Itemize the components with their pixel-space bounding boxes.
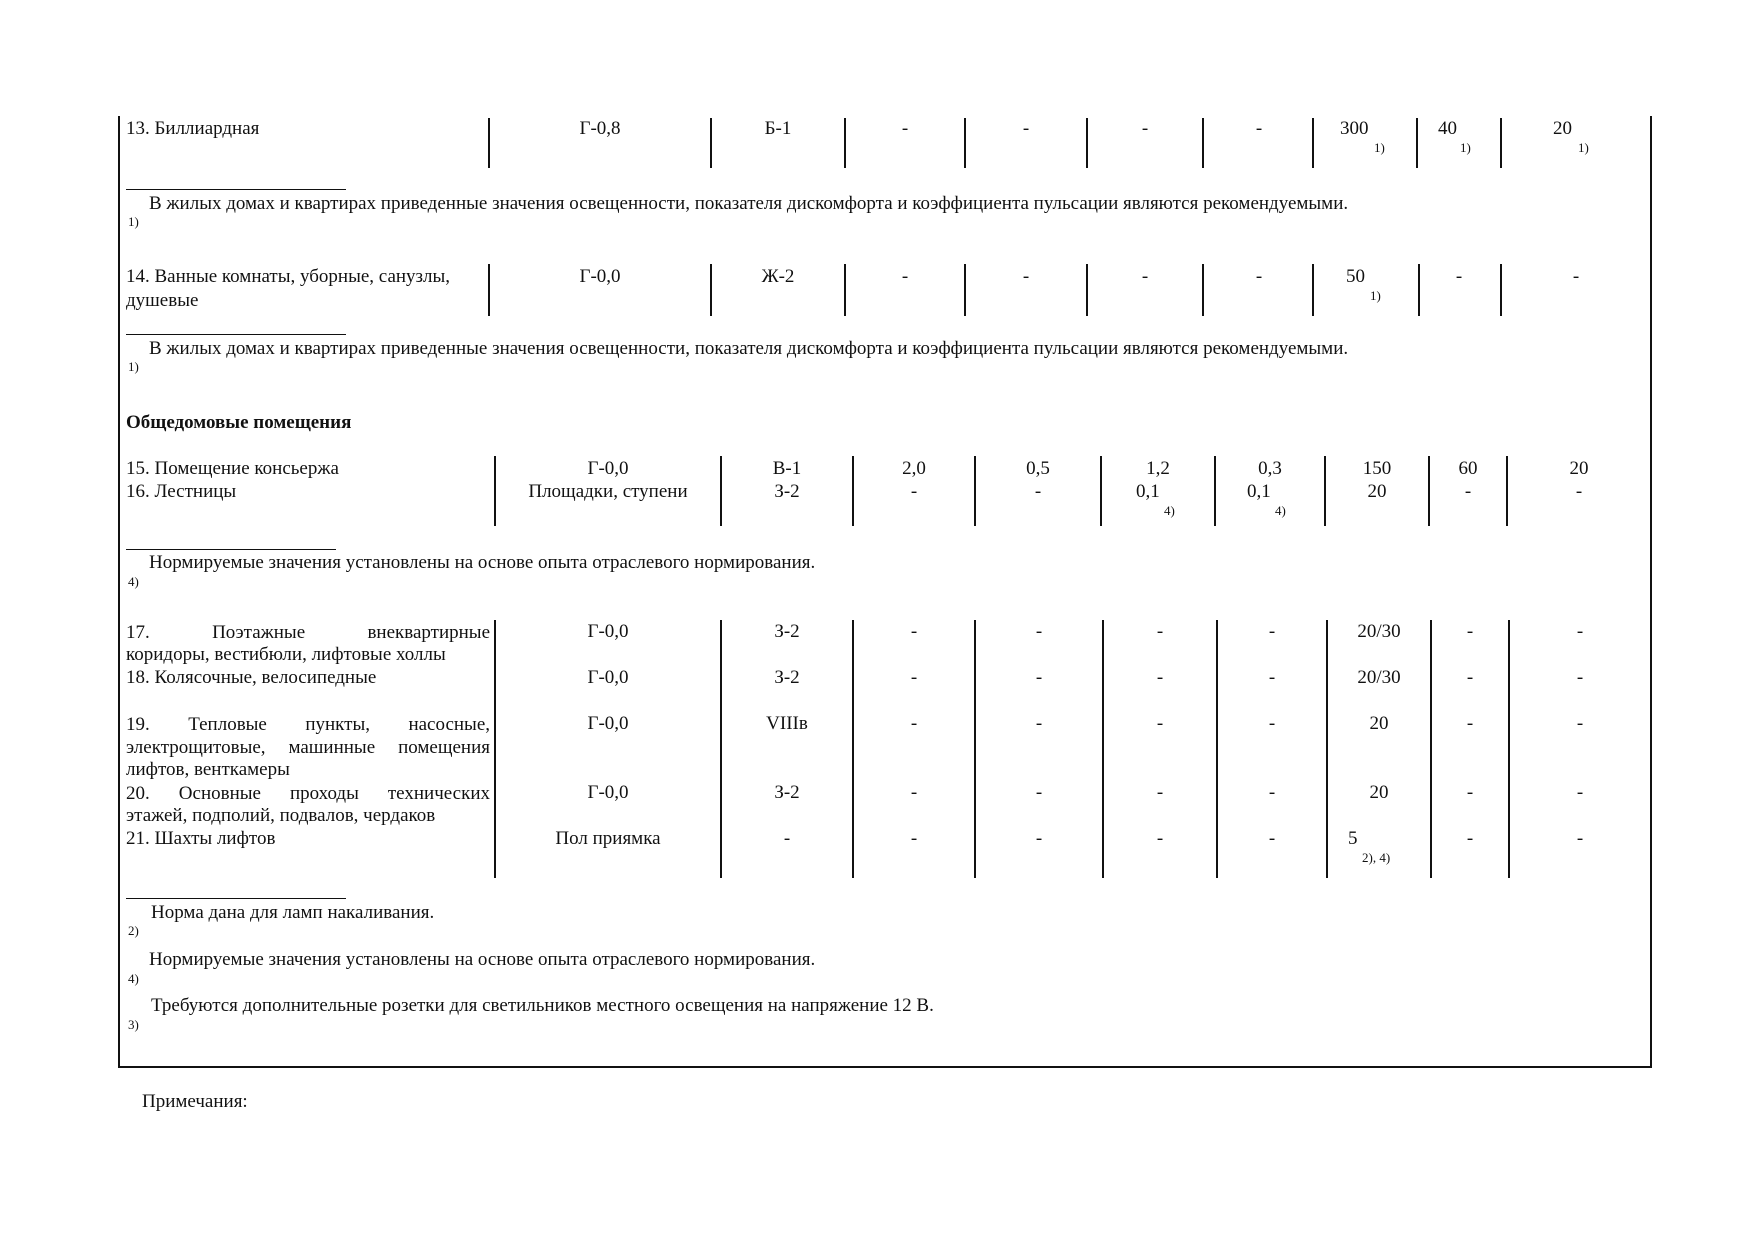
row-14-category: Ж-2 xyxy=(761,266,795,287)
footnote-2-marker: 2) xyxy=(128,923,139,938)
row-14-divider xyxy=(844,264,846,316)
row-13-divider xyxy=(488,118,490,168)
footnote-4-text: Нормируемые значения установлены на основе опыта отраслевого нормирования. xyxy=(149,552,816,573)
row-17-name-line1 xyxy=(126,621,490,644)
row-18-illuminance: 20/30 xyxy=(1357,667,1401,688)
row-18-group: Г-0,0 xyxy=(587,667,629,688)
row-14-col9: - xyxy=(1455,266,1463,287)
row-13-col10: 20 xyxy=(1553,118,1572,139)
notes-title: Примечания: xyxy=(142,1091,248,1112)
row-20-col9: - xyxy=(1466,782,1474,803)
row-20-col5: - xyxy=(1035,782,1043,803)
row-19-category: VIIIв xyxy=(766,713,808,734)
row-18-col5: - xyxy=(1035,667,1043,688)
row-21-col10: - xyxy=(1576,828,1584,849)
footnote-1-text: В жилых домах и квартирах приведенные значения освещенности, показателя дискомфорта и коэффициента пульсации являются рекомендуемыми. xyxy=(149,338,1349,359)
row-13-divider xyxy=(1202,118,1204,168)
row-16-category: З-2 xyxy=(774,481,800,502)
row-13-divider xyxy=(710,118,712,168)
row-17-name-word: 17. xyxy=(126,622,150,643)
rows-15-16-divider xyxy=(494,456,496,526)
rows-17-21-divider xyxy=(1216,620,1218,878)
row-15-col10: 20 xyxy=(1569,458,1589,479)
row-21-col9: - xyxy=(1466,828,1474,849)
row-15-group: Г-0,0 xyxy=(587,458,629,479)
row-14-divider xyxy=(1312,264,1314,316)
row-21-name: 21. Шахты лифтов xyxy=(126,828,276,849)
row-13-divider xyxy=(1416,118,1418,168)
footnote-4-marker: 4) xyxy=(128,574,139,589)
row-16-col6: 0,1 xyxy=(1136,481,1160,502)
row-13-divider xyxy=(1500,118,1502,168)
row-15-col4: 2,0 xyxy=(902,458,926,479)
rows-17-21-divider xyxy=(974,620,976,878)
row-18-name: 18. Колясочные, велосипедные xyxy=(126,667,377,688)
row-18-col6: - xyxy=(1156,667,1164,688)
row-20-col4: - xyxy=(910,782,918,803)
footnote-separator xyxy=(126,549,336,550)
row-14-divider xyxy=(710,264,712,316)
row-13-divider xyxy=(1086,118,1088,168)
row-13-divider xyxy=(964,118,966,168)
row-20-col7: - xyxy=(1268,782,1276,803)
row-14-group: Г-0,0 xyxy=(579,266,621,287)
footnote-3-text: Требуются дополнительные розетки для светильников местного освещения на напряжение 12 В. xyxy=(151,995,934,1016)
row-18-col10: - xyxy=(1576,667,1584,688)
row-13-col6: - xyxy=(1141,118,1149,139)
rows-15-16-divider xyxy=(1100,456,1102,526)
row-16-illuminance: 20 xyxy=(1367,481,1387,502)
footnote-separator xyxy=(126,334,346,335)
row-14-col7: - xyxy=(1255,266,1263,287)
row-14-divider xyxy=(1202,264,1204,316)
row-14-divider xyxy=(1500,264,1502,316)
row-14-name-line1: 14. Ванные комнаты, уборные, санузлы, xyxy=(126,266,451,287)
row-14-illuminance: 50 xyxy=(1346,266,1365,287)
row-17-name-word: Поэтажные xyxy=(212,622,306,643)
row-19-col9: - xyxy=(1466,713,1474,734)
row-21-group: Пол приямка xyxy=(555,828,661,849)
row-19-illuminance: 20 xyxy=(1369,713,1389,734)
footnote-4-text: Нормируемые значения установлены на основе опыта отраслевого нормирования. xyxy=(149,949,816,970)
footnote-separator xyxy=(126,189,346,190)
row-17-illuminance: 20/30 xyxy=(1357,621,1401,642)
row-17-col6: - xyxy=(1156,621,1164,642)
rows-15-16-divider xyxy=(852,456,854,526)
row-19-name-line2: электрощитовые, машинные помещения xyxy=(126,737,490,758)
footnote-1-marker: 1) xyxy=(128,214,139,229)
row-17-name-line2: коридоры, вестибюли, лифтовые холлы xyxy=(126,644,446,665)
row-20-col6: - xyxy=(1156,782,1164,803)
row-17-col10: - xyxy=(1576,621,1584,642)
row-14-divider xyxy=(1086,264,1088,316)
row-13-col5: - xyxy=(1022,118,1030,139)
row-15-col9: 60 xyxy=(1458,458,1478,479)
row-15-col7: 0,3 xyxy=(1258,458,1282,479)
row-20-group: Г-0,0 xyxy=(587,782,629,803)
row-13-illuminance-note: 1) xyxy=(1374,140,1385,155)
footnote-2-text: Норма дана для ламп накаливания. xyxy=(151,902,435,923)
row-14-name-line2: душевые xyxy=(126,290,199,311)
footnote-3-marker: 3) xyxy=(128,1017,139,1032)
row-14-illuminance-note: 1) xyxy=(1370,288,1381,303)
row-21-col6: - xyxy=(1156,828,1164,849)
row-16-name: 16. Лестницы xyxy=(126,481,237,502)
row-16-col7-note: 4) xyxy=(1275,503,1286,518)
rows-15-16-divider xyxy=(1428,456,1430,526)
row-19-col7: - xyxy=(1268,713,1276,734)
row-14-col5: - xyxy=(1022,266,1030,287)
row-13-col10-note: 1) xyxy=(1578,140,1589,155)
row-15-category: В-1 xyxy=(772,458,802,479)
row-15-col5: 0,5 xyxy=(1026,458,1050,479)
row-21-col4: - xyxy=(910,828,918,849)
rows-17-21-divider xyxy=(1430,620,1432,878)
rows-17-21-divider xyxy=(494,620,496,878)
footnote-1-marker: 1) xyxy=(128,359,139,374)
row-18-category: З-2 xyxy=(774,667,800,688)
rows-15-16-divider xyxy=(720,456,722,526)
row-13-divider xyxy=(844,118,846,168)
row-19-group: Г-0,0 xyxy=(587,713,629,734)
row-20-name-line1: 20. Основные проходы технических xyxy=(126,783,490,804)
row-21-category: - xyxy=(783,828,791,849)
row-17-col7: - xyxy=(1268,621,1276,642)
rows-15-16-divider xyxy=(1214,456,1216,526)
row-16-col7: 0,1 xyxy=(1247,481,1271,502)
row-20-illuminance: 20 xyxy=(1369,782,1389,803)
row-19-name-line3: лифтов, венткамеры xyxy=(126,759,290,780)
row-14-divider xyxy=(488,264,490,316)
row-20-category: З-2 xyxy=(774,782,800,803)
row-15-name: 15. Помещение консьержа xyxy=(126,458,339,479)
row-13-col4: - xyxy=(901,118,909,139)
row-13-col7: - xyxy=(1255,118,1263,139)
footnote-4-marker: 4) xyxy=(128,971,139,986)
row-13-divider xyxy=(1312,118,1314,168)
row-17-col9: - xyxy=(1466,621,1474,642)
row-21-col7: - xyxy=(1268,828,1276,849)
row-16-col10: - xyxy=(1575,481,1583,502)
section-header: Общедомовые помещения xyxy=(126,412,352,433)
row-17-group: Г-0,0 xyxy=(587,621,629,642)
rows-17-21-divider xyxy=(1326,620,1328,878)
row-17-col5: - xyxy=(1035,621,1043,642)
row-21-col5: - xyxy=(1035,828,1043,849)
row-16-group: Площадки, ступени xyxy=(528,481,688,502)
row-14-divider xyxy=(964,264,966,316)
row-17-name-word: внеквартирные xyxy=(367,622,490,643)
row-17-col4: - xyxy=(910,621,918,642)
row-18-col4: - xyxy=(910,667,918,688)
row-19-col4: - xyxy=(910,713,918,734)
row-14-divider xyxy=(1418,264,1420,316)
row-20-name-line2: этажей, подполий, подвалов, чердаков xyxy=(126,805,436,826)
row-13-col9-note: 1) xyxy=(1460,140,1471,155)
row-14-col6: - xyxy=(1141,266,1149,287)
rows-17-21-divider xyxy=(1508,620,1510,878)
rows-17-21-divider xyxy=(852,620,854,878)
row-15-illuminance: 150 xyxy=(1362,458,1392,479)
row-13-name: 13. Биллиардная xyxy=(126,118,260,139)
rows-15-16-divider xyxy=(974,456,976,526)
row-14-col4: - xyxy=(901,266,909,287)
footnote-1-text: В жилых домах и квартирах приведенные значения освещенности, показателя дискомфорта и коэффициента пульсации являются рекомендуемыми. xyxy=(149,193,1349,214)
row-18-col7: - xyxy=(1268,667,1276,688)
row-21-illuminance-note: 2), 4) xyxy=(1362,850,1391,865)
row-17-category: З-2 xyxy=(774,621,800,642)
rows-17-21-divider xyxy=(720,620,722,878)
row-13-category: Б-1 xyxy=(764,118,792,139)
row-14-col10: - xyxy=(1572,266,1580,287)
row-13-col9: 40 xyxy=(1438,118,1457,139)
row-13-illuminance: 300 xyxy=(1340,118,1369,139)
row-15-col6: 1,2 xyxy=(1146,458,1170,479)
row-18-col9: - xyxy=(1466,667,1474,688)
row-19-name-line1: 19. Тепловые пункты, насосные, xyxy=(126,714,490,735)
row-16-col5: - xyxy=(1034,481,1042,502)
row-19-col5: - xyxy=(1035,713,1043,734)
row-19-col6: - xyxy=(1156,713,1164,734)
rows-15-16-divider xyxy=(1324,456,1326,526)
row-19-col10: - xyxy=(1576,713,1584,734)
rows-15-16-divider xyxy=(1506,456,1508,526)
footnote-separator xyxy=(126,898,346,899)
row-16-col9: - xyxy=(1464,481,1472,502)
rows-17-21-divider xyxy=(1102,620,1104,878)
row-13-group: Г-0,8 xyxy=(579,118,621,139)
row-21-illuminance: 5 xyxy=(1348,828,1358,849)
table-frame xyxy=(118,116,1652,1068)
row-16-col6-note: 4) xyxy=(1164,503,1175,518)
row-20-col10: - xyxy=(1576,782,1584,803)
row-16-col4: - xyxy=(910,481,918,502)
